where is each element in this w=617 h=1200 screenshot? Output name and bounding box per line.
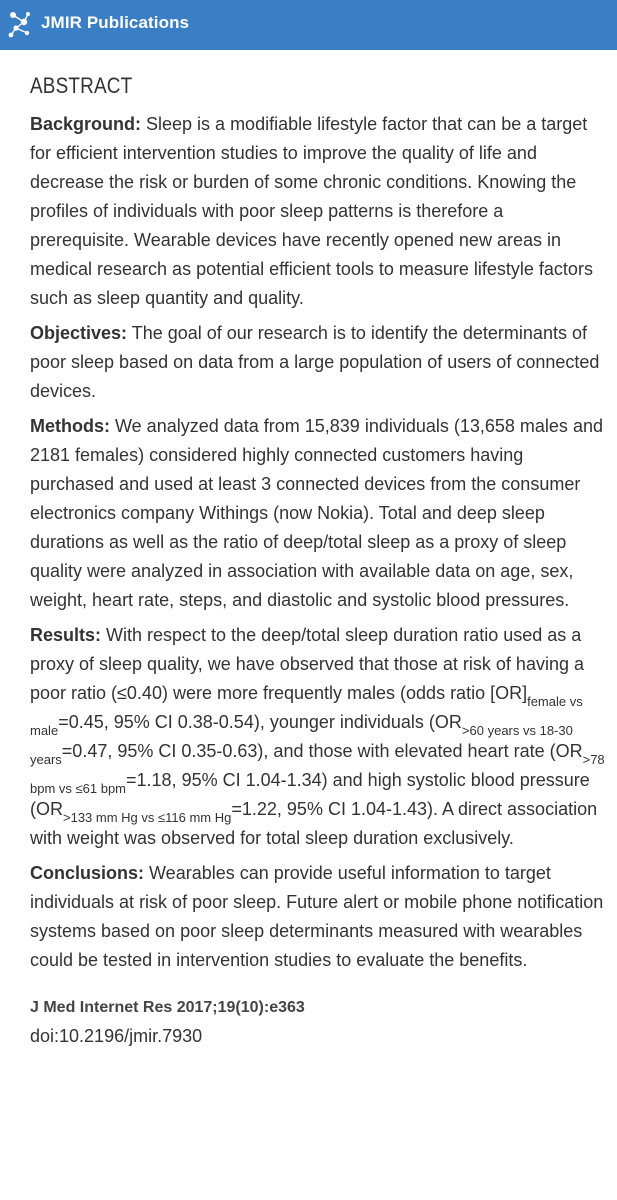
abstract-heading: ABSTRACT	[30, 73, 133, 98]
abstract-section	[30, 70, 605, 1047]
results-subscript-4: >133 mm Hg vs ≤116 mm Hg	[63, 810, 232, 825]
doi-link[interactable]: doi:10.2196/jmir.7930	[30, 1026, 203, 1046]
conclusions-label: Conclusions:	[30, 863, 145, 883]
journal-citation: J Med Internet Res 2017;19(10):e363	[30, 999, 305, 1016]
conclusions-paragraph	[30, 859, 605, 975]
results-paragraph	[30, 621, 605, 853]
methods-text: We analyzed data from 15,839 individuals (13,658 males and 2181 females) considered highly connected customers having purchased and used at least 3 connected devices from the consumer electronics company Withings (now Nokia). Total and deep sleep durations as well as the ratio of deep/total sleep as a proxy of sleep quality were analyzed in association with available data on age, sex, weight, heart rate, steps, and diastolic and systolic blood pressures.	[30, 416, 603, 610]
results-text-1: With respect to the deep/total sleep duration ratio used as a proxy of sleep quality, we have observed that those at risk of having a poor ratio (≤0.40) were more frequently males (odds ratio [OR]	[30, 625, 584, 703]
results-label: Results:	[30, 625, 102, 645]
objectives-text: The goal of our research is to identify the determinants of poor sleep based on data from a large population of users of connected devices.	[30, 323, 600, 401]
background-paragraph	[30, 110, 605, 313]
results-text-5: =1.22, 95% CI 1.04-1.43). A direct association with weight was observed for total sleep duration exclusively.	[30, 799, 598, 848]
results-subscript-1: female vs male	[30, 694, 583, 738]
results-text-4: =1.18, 95% CI 1.04-1.34) and high systolic blood pressure (OR	[30, 770, 590, 819]
results-subscript-3: >78 bpm vs ≤61 bpm	[30, 752, 605, 796]
background-text: Sleep is a modifiable lifestyle factor that can be a target for efficient intervention studies to improve the quality of life and decrease the risk or burden of some chronic conditions. Knowing the profiles of individuals with poor sleep patterns is therefore a prerequisite. Wearable devices have recently opened new areas in medical research as potential efficient tools to measure lifestyle factors such as sleep quantity and quality.	[30, 114, 593, 308]
objectives-paragraph	[30, 319, 605, 406]
header-bar	[0, 0, 617, 50]
results-subscript-2: >60 years vs 18-30 years	[30, 723, 573, 767]
brand-name[interactable]: JMIR Publications	[41, 13, 190, 32]
objectives-label: Objectives:	[30, 323, 128, 343]
results-text-2: =0.45, 95% CI 0.38-0.54), younger individuals (OR	[58, 712, 462, 732]
network-nodes-icon[interactable]	[7, 9, 31, 39]
results-text-3: =0.47, 95% CI 0.35-0.63), and those with elevated heart rate (OR	[61, 741, 583, 761]
conclusions-text: Wearables can provide useful information to target individuals at risk of poor sleep. Future alert or mobile phone notification systems based on poor sleep determinants measured with wearables could be tested in intervention studies to evaluate the benefits.	[30, 863, 604, 970]
background-label: Background:	[30, 114, 142, 134]
methods-paragraph	[30, 412, 605, 615]
methods-label: Methods:	[30, 416, 110, 436]
